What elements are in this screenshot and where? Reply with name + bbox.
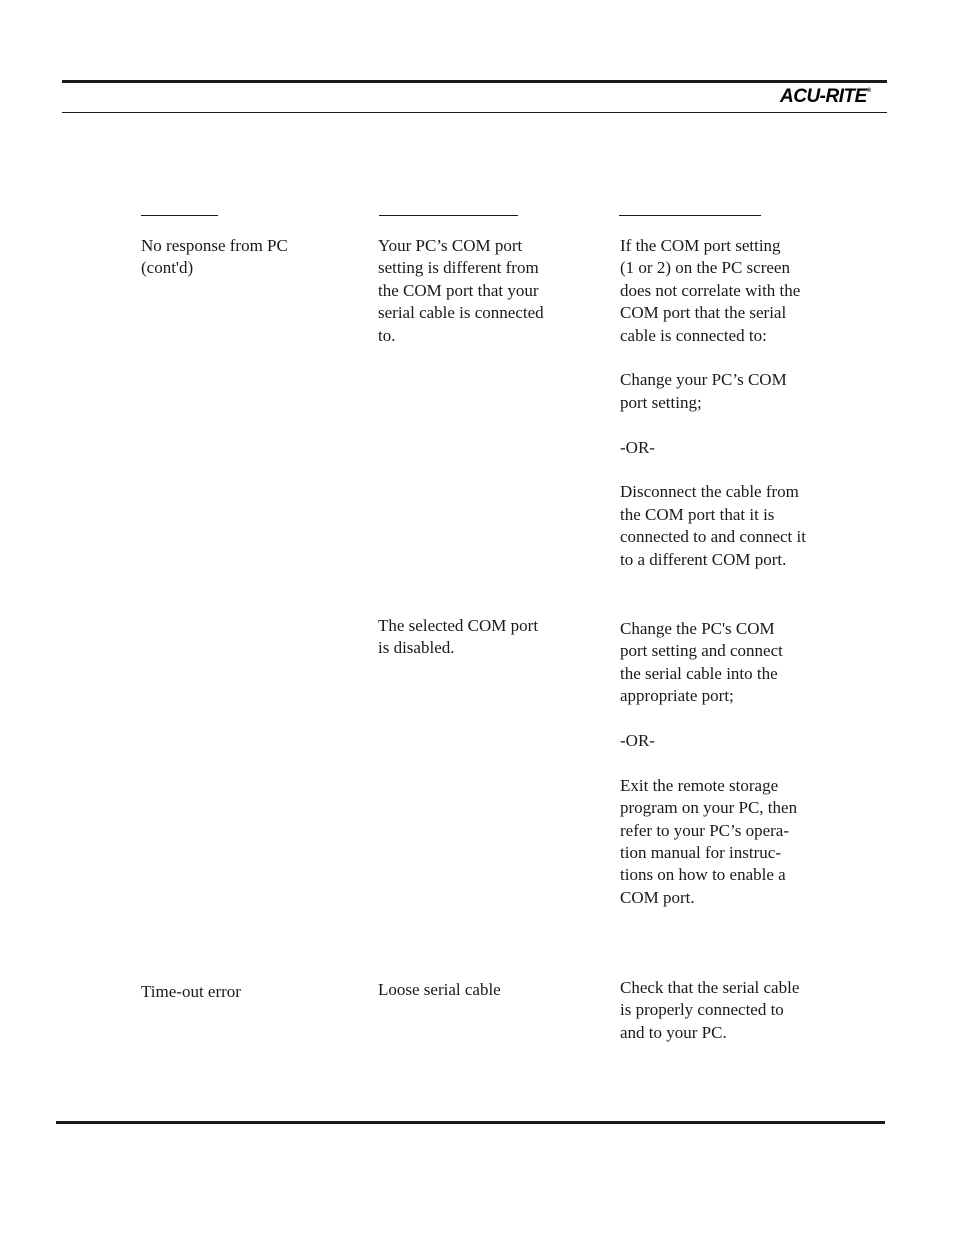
header-rule-thin: [62, 112, 887, 113]
solution-cell: If the COM port setting (1 or 2) on the PC screen does not correlate with the COM port that the serial cable is connected to: Change your PC’s COM port setting; -OR- Disconnect the cable from the COM port that it is connected to and connect it to a different COM port.: [620, 236, 806, 569]
cause-cell: Loose serial cable: [378, 980, 501, 999]
cause-column-underline: [379, 215, 518, 216]
cause-cell: The selected COM port is disabled.: [378, 616, 539, 658]
problem-column-underline: [141, 215, 218, 216]
problem-cell: Time-out error: [141, 982, 241, 1001]
cause-cell: Your PC’s COM port setting is different from the COM port that your serial cable is connected to.: [378, 236, 544, 345]
solution-column-underline: [619, 215, 761, 216]
footer-rule: [56, 1121, 885, 1124]
logo-text: ACU-RITE: [780, 86, 867, 107]
problem-cell: No response from PC (cont'd): [141, 236, 288, 278]
header-rule-thick: [62, 80, 887, 83]
solution-cell: Change the PC's COM port setting and connect the serial cable into the appropriate port; -OR- Exit the remote storage program on your PC, then refer to your PC’s opera- tion manual for instruc- tions on how to enable a COM port.: [620, 619, 798, 907]
registered-mark: ®: [866, 88, 871, 94]
acu-rite-logo: [780, 86, 871, 108]
solution-cell: Check that the serial cable is properly connected to and to your PC.: [620, 978, 800, 1042]
